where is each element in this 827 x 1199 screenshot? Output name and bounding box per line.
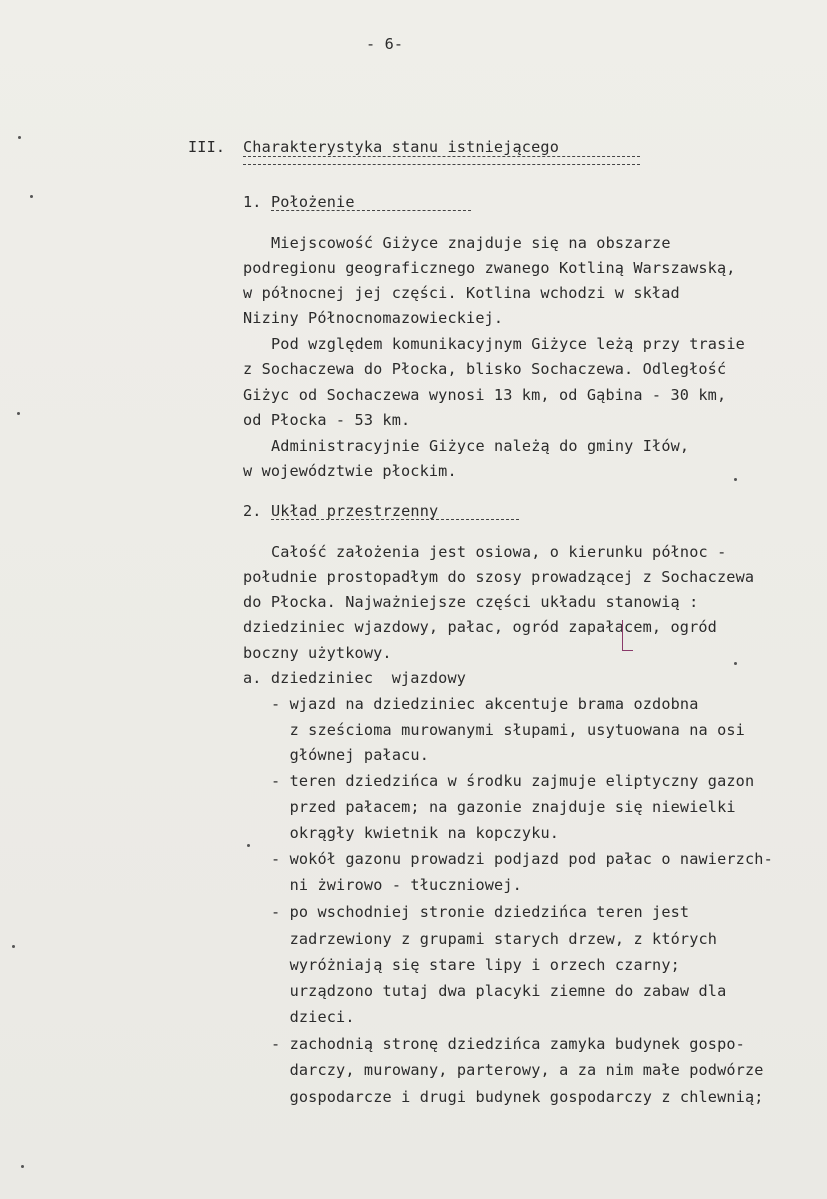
scan-speck: [18, 136, 21, 139]
bullet-line: przed pałacem; na gazonie znajduje się niewielki: [271, 798, 736, 816]
paragraph-line: podregionu geograficznego zwanego Kotliną Warszawską,: [243, 259, 736, 277]
section-title: Charakterystyka stanu istniejącego: [243, 138, 559, 156]
bullet-line: dzieci.: [271, 1008, 355, 1026]
bullet-line: wyróżniają się stare lipy i orzech czarny;: [271, 956, 680, 974]
bullet-line: z sześcioma murowanymi słupami, usytuowana na osi: [271, 721, 745, 739]
paragraph-line: w północnej jej części. Kotlina wchodzi w skład: [243, 284, 680, 302]
bullet-line: głównej pałacu.: [271, 746, 429, 764]
scan-speck: [17, 412, 20, 415]
paragraph-line: do Płocka. Najważniejsze części układu stanowią :: [243, 593, 699, 611]
subsection-1-title: Położenie: [271, 193, 355, 211]
scan-speck: [734, 478, 737, 481]
paragraph-line: Niziny Północnomazowieckiej.: [243, 309, 504, 327]
scan-speck: [734, 662, 737, 665]
scan-speck: [247, 844, 250, 847]
paragraph-line: dziedziniec wjazdowy, pałac, ogród zapałacem, ogród: [243, 618, 717, 636]
paragraph-line: Miejscowość Giżyce znajduje się na obszarze: [271, 234, 671, 252]
scan-speck: [21, 1165, 24, 1168]
scan-speck: [12, 945, 15, 948]
paragraph-line: z Sochaczewa do Płocka, blisko Sochaczewa. Odległość: [243, 360, 727, 378]
paragraph-line: od Płocka - 53 km.: [243, 411, 411, 429]
bullet-line: okrągły kwietnik na kopczyku.: [271, 824, 560, 842]
section-numeral: III.: [188, 138, 226, 156]
bullet-line: - wokół gazonu prowadzi podjazd pod pałac o nawierzch-: [271, 850, 773, 868]
handwritten-correction-mark: [622, 620, 633, 651]
page-number: - 6-: [366, 35, 404, 53]
subsection-2-number: 2.: [243, 502, 262, 520]
subsection-2-title: Układ przestrzenny: [271, 502, 439, 520]
paragraph-line: Giżyc od Sochaczewa wynosi 13 km, od Gąbina - 30 km,: [243, 386, 727, 404]
paragraph-line: Całość założenia jest osiowa, o kierunku północ -: [271, 543, 727, 561]
subsection-2-underline: [271, 519, 519, 520]
paragraph-line: Administracyjnie Giżyce należą do gminy Iłów,: [271, 437, 690, 455]
paragraph-line: w województwie płockim.: [243, 462, 457, 480]
bullet-line: - wjazd na dziedziniec akcentuje brama ozdobna: [271, 695, 699, 713]
bullet-line: - teren dziedzińca w środku zajmuje eliptyczny gazon: [271, 772, 755, 790]
bullet-line: ni żwirowo - tłuczniowej.: [271, 876, 522, 894]
bullet-line: zadrzewiony z grupami starych drzew, z których: [271, 930, 718, 948]
paragraph-line: Pod względem komunikacyjnym Giżyce leżą przy trasie: [271, 335, 745, 353]
bullet-line: urządzono tutaj dwa placyki ziemne do zabaw dla: [271, 982, 727, 1000]
bullet-line: - zachodnią stronę dziedzińca zamyka budynek gospo-: [271, 1035, 745, 1053]
bullet-line: - po wschodniej stronie dziedzińca teren jest: [271, 903, 690, 921]
paragraph-line: południe prostopadłym do szosy prowadzącej z Sochaczewa: [243, 568, 755, 586]
list-heading: a. dziedziniec wjazdowy: [243, 669, 467, 687]
paragraph-line: boczny użytkowy.: [243, 644, 392, 662]
scan-speck: [30, 195, 33, 198]
double-underline: [243, 156, 640, 165]
subsection-1-underline: [271, 210, 471, 211]
subsection-1-number: 1.: [243, 193, 262, 211]
bullet-line: gospodarcze i drugi budynek gospodarczy z chlewnią;: [271, 1088, 764, 1106]
bullet-line: darczy, murowany, parterowy, a za nim małe podwórze: [271, 1061, 764, 1079]
